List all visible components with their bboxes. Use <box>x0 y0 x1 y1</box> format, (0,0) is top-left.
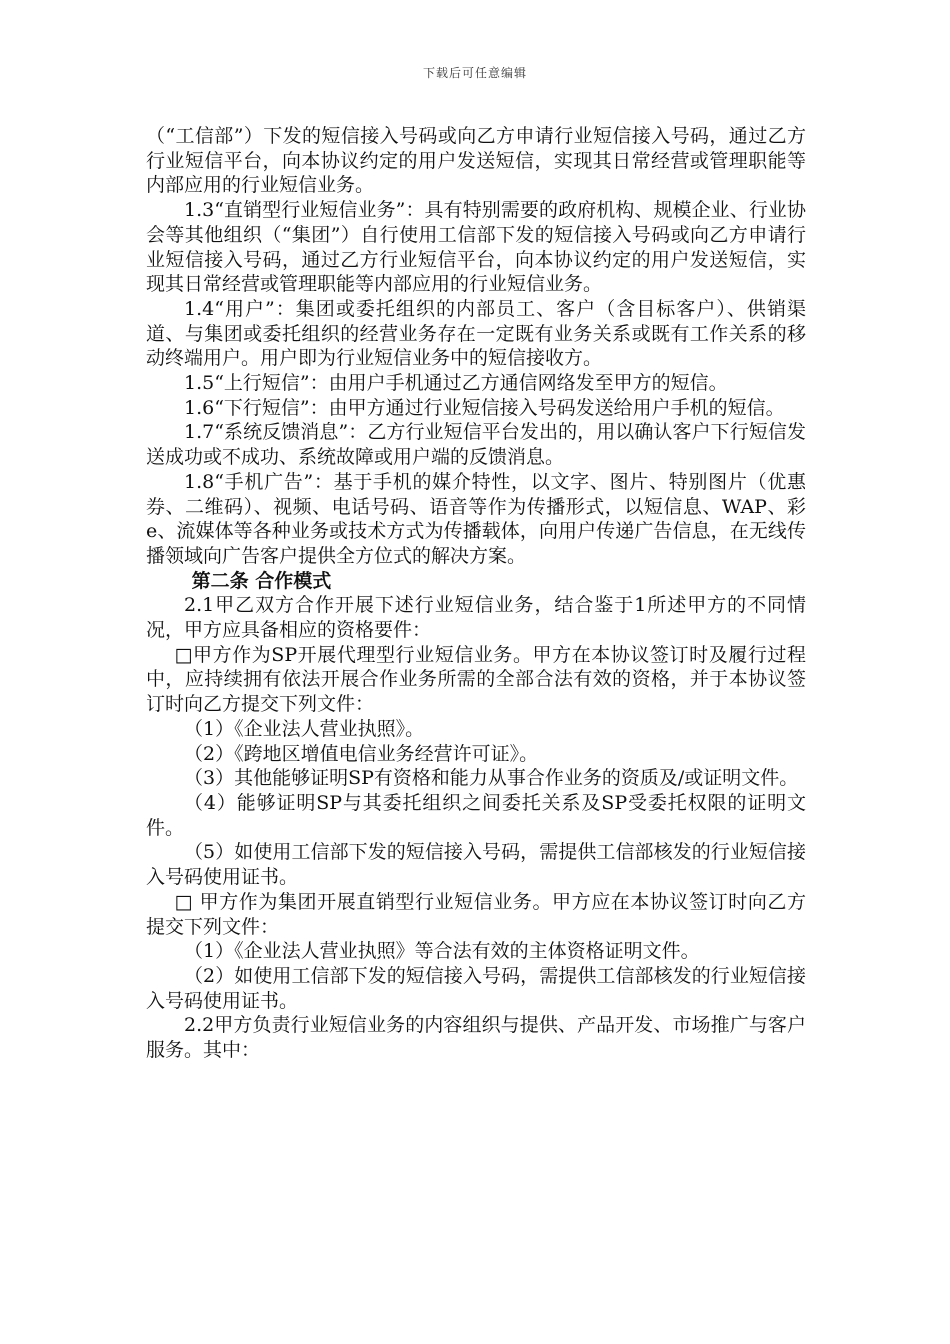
paragraph-1-6: 1.6“下行短信”：由甲方通过行业短信接入号码发送给用户手机的短信。 <box>184 396 785 419</box>
paragraph-1-8: 1.8“手机广告”：基于手机的媒介特性，以文字、图片、特别图片（优惠券、二维码）、视频、电话号码、语音等作为传播形式，以短信息、WAP、彩e、流媒体等各种业务或技术方式为传播载体，向用户传递广告信息，在无线传播领域向广告客户提供全方位式的解决方案。 <box>146 470 806 567</box>
checkbox-option-sp: □甲方作为SP开展代理型行业短信业务。甲方在本协议签订时及履行过程中，应持续拥有依法开展合作业务所需的全部合法有效的资格，并于本协议签订时向乙方提交下列文件： <box>146 643 806 716</box>
paragraph-2-1: 2.1甲乙双方合作开展下述行业短信业务，结合鉴于1所述甲方的不同情况，甲方应具备相应的资格要件： <box>146 594 806 642</box>
list-item-sp-1: （1）《企业法人营业执照》。 <box>184 717 425 740</box>
document-body <box>146 124 806 1063</box>
list-item-sp-5: （5）如使用工信部下发的短信接入号码，需提供工信部核发的行业短信接入号码使用证书。 <box>146 841 806 889</box>
paragraph-1-4: 1.4“用户”：集团或委托组织的内部员工、客户（含目标客户）、供销渠道、与集团或委托组织的经营业务存在一定既有业务关系或既有工作关系的移动终端用户。用户即为行业短信业务中的短信接收方。 <box>146 297 806 370</box>
paragraph-intro: （“工信部”）下发的短信接入号码或向乙方申请行业短信接入号码，通过乙方行业短信平台，向本协议约定的用户发送短信，实现其日常经营或管理职能等内部应用的行业短信业务。 <box>146 125 806 197</box>
section-heading-article-2: 第二条 合作模式 <box>191 569 332 592</box>
paragraph-1-3: 1.3“直销型行业短信业务”：具有特别需要的政府机构、规模企业、行业协会等其他组织（“集团”）自行使用工信部下发的短信接入号码或向乙方申请行业短信接入号码，通过乙方行业短信平台，向本协议约定的用户发送短信，实现其日常经营或管理职能等内部应用的行业短信业务。 <box>146 199 806 296</box>
paragraph-1-7: 1.7“系统反馈消息”：乙方行业短信平台发出的，用以确认客户下行短信发送成功或不成功、系统故障或用户端的反馈消息。 <box>146 421 806 469</box>
paragraph-2-2: 2.2甲方负责行业短信业务的内容组织与提供、产品开发、市场推广与客户服务。其中： <box>146 1014 806 1062</box>
list-item-sp-3: （3）其他能够证明SP有资格和能力从事合作业务的资质及/或证明文件。 <box>184 767 799 790</box>
list-item-sp-4: （4）能够证明SP与其委托组织之间委托关系及SP受委托权限的证明文件。 <box>146 791 806 839</box>
list-item-group-1: （1）《企业法人营业执照》等合法有效的主体资格证明文件。 <box>184 940 700 963</box>
paragraph-1-5: 1.5“上行短信”：由用户手机通过乙方通信网络发至甲方的短信。 <box>184 372 728 395</box>
checkbox-option-group: □ 甲方作为集团开展直销型行业短信业务。甲方应在本协议签订时向乙方提交下列文件： <box>146 890 806 938</box>
list-item-group-2: （2）如使用工信部下发的短信接入号码，需提供工信部核发的行业短信接入号码使用证书。 <box>146 964 806 1012</box>
page-header-note: 下载后可任意编辑 <box>422 66 527 80</box>
list-item-sp-2: （2）《跨地区增值电信业务经营许可证》。 <box>184 742 539 765</box>
